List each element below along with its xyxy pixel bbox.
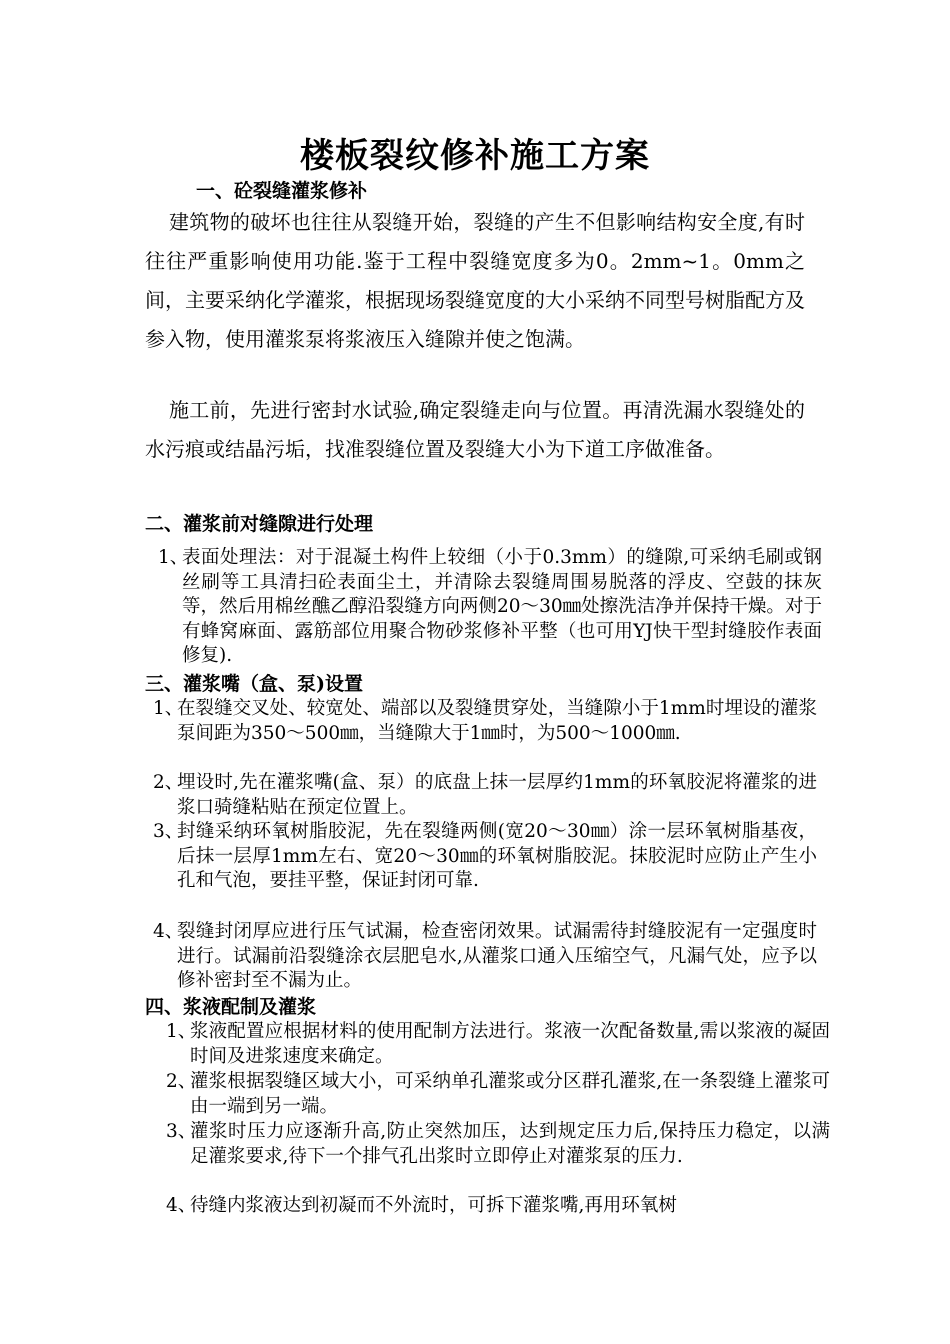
section-1-heading: 一、砼裂缝灌浆修补 — [196, 180, 368, 202]
item-number: 3、 — [153, 821, 184, 842]
section-1-paragraph-1: 建筑物的破坏也往往从裂缝开始，裂缝的产生不但影响结构安全度,有时往往严重影响使用功能.鉴于工程中裂缝宽度多为0。2mm~1。0mm之间，主要采纳化学灌浆，根据现场裂缝宽度的大小采纳不同型号树脂配方及参入物，使用灌浆泵将浆液压入缝隙并使之饱满。 — [145, 210, 805, 351]
item-text: 灌浆时压力应逐渐升高,防止突然加压，达到规定压力后,保持压力稳定，以满足灌浆要求,待下一个排气孔出浆时立即停止对灌浆泵的压力. — [190, 1121, 830, 1167]
section-2-item-1 — [158, 546, 822, 669]
section-2-heading: 二、灌浆前对缝隙进行处理 — [145, 513, 374, 535]
section-4-item-1 — [166, 1020, 830, 1069]
section-3-item-3 — [153, 820, 817, 894]
document-title: 楼板裂纹修补施工方案 — [300, 136, 650, 176]
section-3-heading: 三、灌浆嘴（盒、泵)设置 — [145, 673, 363, 695]
item-text: 浆液配置应根据材料的使用配制方法进行。浆液一次配备数量,需以浆液的凝固时间及进浆速度来确定。 — [190, 1021, 830, 1067]
item-number: 4、 — [153, 921, 184, 942]
section-4-heading: 四、浆液配制及灌浆 — [145, 996, 317, 1018]
item-number: 1、 — [153, 698, 184, 719]
item-number: 1、 — [166, 1021, 197, 1042]
section-4-item-3 — [166, 1120, 830, 1169]
section-4-item-4 — [166, 1194, 830, 1219]
item-text: 裂缝封闭厚应进行压气试漏，检查密闭效果。试漏需待封缝胶泥有一定强度时进行。试漏前沿裂缝涂衣层肥皂水,从灌浆口通入压缩空气，凡漏气处，应予以修补密封至不漏为止。 — [177, 921, 817, 991]
item-number: 1、 — [158, 547, 189, 568]
section-3-item-1 — [153, 697, 817, 746]
item-number: 2、 — [166, 1071, 197, 1092]
section-1-paragraph-2: 施工前，先进行密封水试验,确定裂缝走向与位置。再清洗漏水裂缝处的水污痕或结晶污垢，找准裂缝位置及裂缝大小为下道工序做准备。 — [145, 398, 805, 461]
item-number: 4、 — [166, 1195, 197, 1216]
item-text: 埋设时,先在灌浆嘴(盒、泵）的底盘上抹一层厚约1mm的环氧胶泥将灌浆的进浆口骑缝粘贴在预定位置上。 — [177, 772, 817, 818]
item-text: 待缝内浆液达到初凝而不外流时，可拆下灌浆嘴,再用环氧树 — [190, 1195, 677, 1216]
item-text: 在裂缝交叉处、较宽处、端部以及裂缝贯穿处，当缝隙小于1mm时埋设的灌浆泵间距为350～500㎜，当缝隙大于1㎜时，为500～1000㎜. — [177, 698, 817, 744]
item-text: 封缝采纳环氧树脂胶泥，先在裂缝两侧(宽20～30㎜）涂一层环氧树脂基夜，后抹一层厚1mm左右、宽20～30㎜的环氧树脂胶泥。抹胶泥时应防止产生小孔和气泡，要挂平整，保证封闭可靠. — [177, 821, 817, 891]
section-3-item-4 — [153, 920, 817, 994]
section-3-item-2 — [153, 771, 817, 820]
section-4-item-2 — [166, 1070, 830, 1119]
item-number: 2、 — [153, 772, 184, 793]
item-text: 表面处理法：对于混凝土构件上较细（小于0.3mm）的缝隙,可采纳毛刷或钢丝刷等工具清扫砼表面尘土，并清除去裂缝周围易脱落的浮皮、空鼓的抹灰等，然后用棉丝醮乙醇沿裂缝方向两侧20～30㎜处擦洗洁净并保持干燥。对于有蜂窝麻面、露筋部位用聚合物砂浆修补平整（也可用YJ快干型封缝胶作表面修复). — [182, 547, 822, 666]
item-number: 3、 — [166, 1121, 197, 1142]
item-text: 灌浆根据裂缝区域大小，可采纳单孔灌浆或分区群孔灌浆,在一条裂缝上灌浆可由一端到另一端。 — [190, 1071, 830, 1117]
